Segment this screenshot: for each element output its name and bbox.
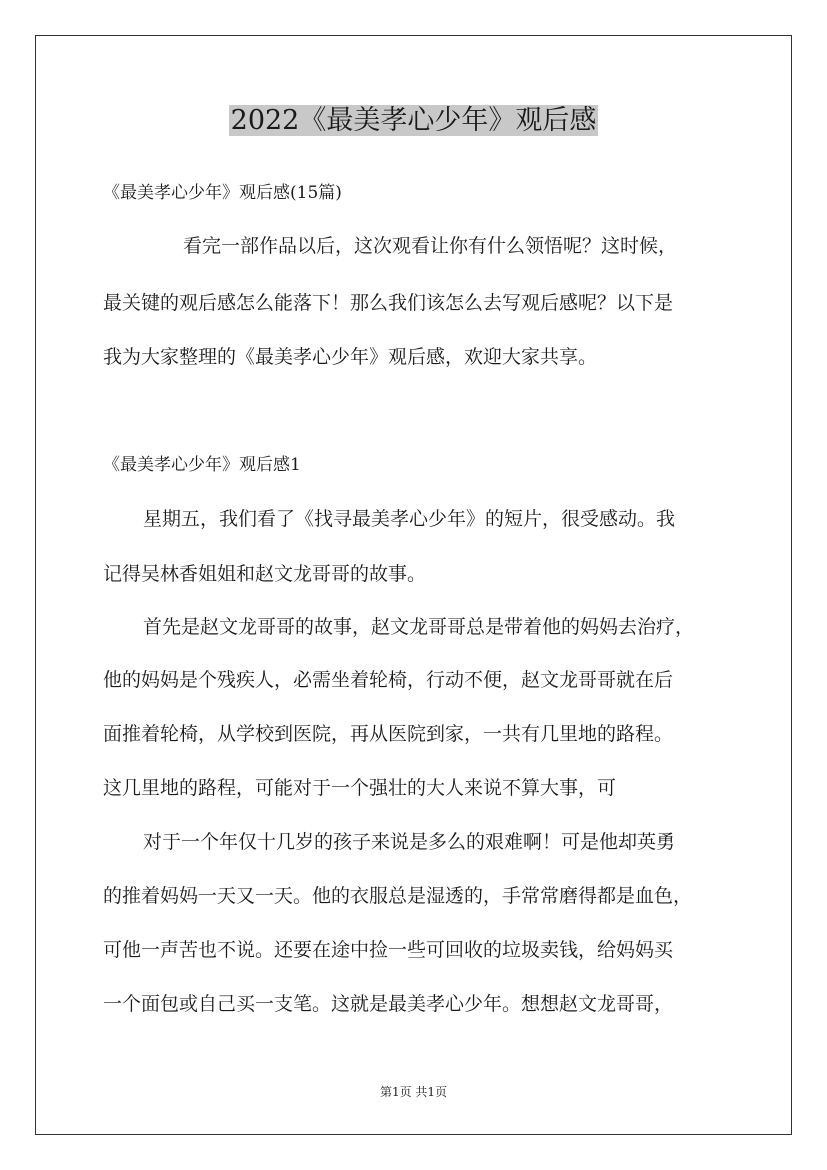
body-line-1: 星期五，我们看了《找寻最美孝心少年》的短片，很受感动。我 xyxy=(143,508,676,530)
body-line-10: 一个面包或自己买一支笔。这就是最美孝心少年。想想赵文龙哥哥， xyxy=(103,993,674,1015)
document-title xyxy=(0,101,827,141)
body-line-8: 的推着妈妈一天又一天。他的衣服总是湿透的，手常常磨得都是血色， xyxy=(103,885,693,907)
document-subtitle: 《最美孝心少年》观后感(15篇) xyxy=(103,183,342,203)
body-line-2: 记得吴林香姐姐和赵文龙哥哥的故事。 xyxy=(103,563,427,585)
document-title-text: 2022《最美孝心少年》观后感 xyxy=(230,105,597,136)
intro-line-3: 我为大家整理的《最美孝心少年》观后感，欢迎大家共享。 xyxy=(103,346,598,368)
intro-line-2: 最关键的观后感怎么能落下！那么我们该怎么去写观后感呢？以下是 xyxy=(103,292,674,314)
body-line-3: 首先是赵文龙哥哥的故事，赵文龙哥哥总是带着他的妈妈去治疗， xyxy=(143,616,695,638)
body-line-5: 面推着轮椅，从学校到医院，再从医院到家，一共有几里地的路程。 xyxy=(103,723,674,745)
body-line-6: 这几里地的路程，可能对于一个强壮的大人来说不算大事，可 xyxy=(103,777,617,799)
body-line-7: 对于一个年仅十几岁的孩子来说是多么的艰难啊！可是他却英勇 xyxy=(143,831,676,853)
section-heading: 《最美孝心少年》观后感1 xyxy=(103,455,301,475)
page-footer: 第1页 共1页 xyxy=(379,1085,448,1099)
body-line-4: 他的妈妈是个残疾人，必需坐着轮椅，行动不便，赵文龙哥哥就在后 xyxy=(103,669,674,691)
intro-line-1: 看完一部作品以后，这次观看让你有什么领悟呢？这时候， xyxy=(183,235,678,257)
body-line-9: 可他一声苦也不说。还要在途中捡一些可回收的垃圾卖钱，给妈妈买 xyxy=(103,939,674,961)
